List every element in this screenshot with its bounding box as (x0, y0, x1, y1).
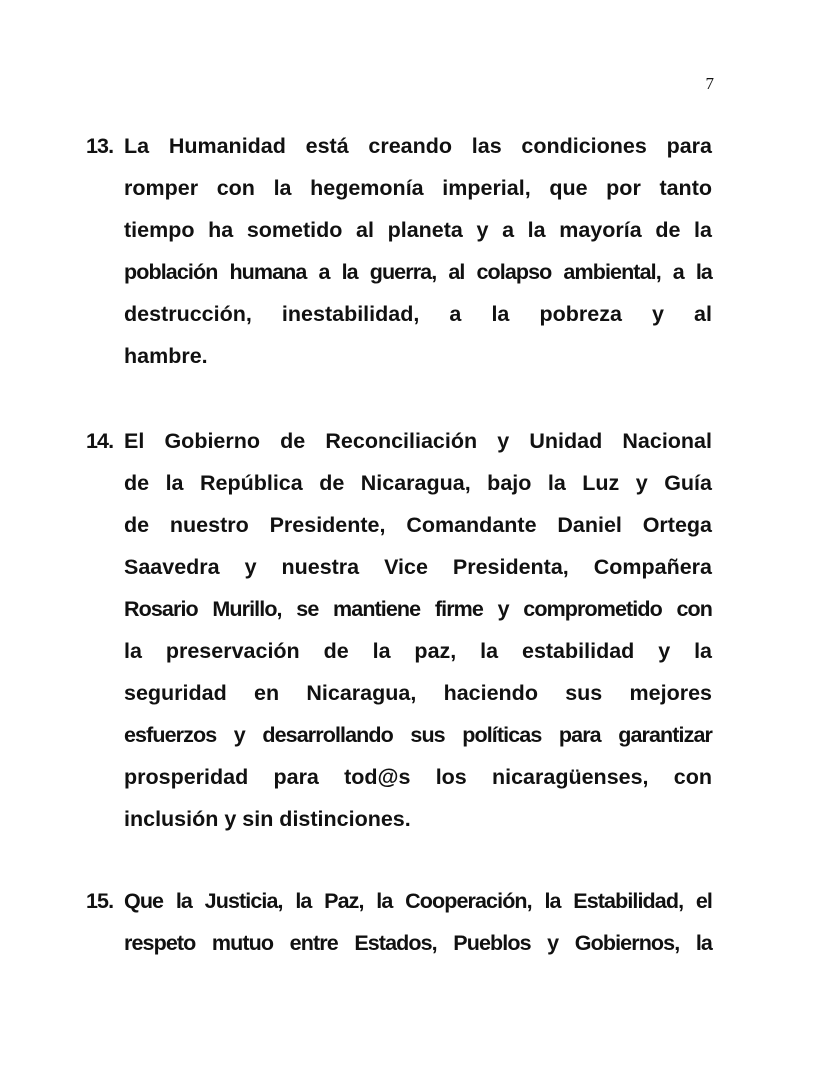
paragraph-line: prosperidad para tod@s los nicaragüenses, con (124, 765, 712, 789)
paragraph-line: Rosario Murillo, se mantiene firme y comprometido con (124, 597, 712, 621)
paragraph-line: El Gobierno de Reconciliación y Unidad Nacional (124, 429, 712, 453)
paragraph-line: de nuestro Presidente, Comandante Daniel Ortega (124, 513, 712, 537)
paragraph-line: esfuerzos y desarrollando sus políticas para garantizar (124, 723, 712, 747)
paragraph-line: Saavedra y nuestra Vice Presidenta, Compañera (124, 555, 712, 579)
paragraph-line: hambre. (124, 344, 208, 368)
paragraph-line: de la República de Nicaragua, bajo la Luz y Guía (124, 471, 712, 495)
paragraph-line: romper con la hegemonía imperial, que por tanto (124, 176, 712, 200)
paragraph-number: 15. (86, 889, 114, 913)
numbered-paragraph-15 (86, 880, 712, 964)
paragraph-line: Que la Justicia, la Paz, la Cooperación, la Estabilidad, el (124, 889, 712, 913)
paragraph-line: tiempo ha sometido al planeta y a la mayoría de la (124, 218, 712, 242)
paragraph-number: 14. (86, 429, 114, 453)
paragraph-line: destrucción, inestabilidad, a la pobreza y al (124, 302, 712, 326)
paragraph-line: respeto mutuo entre Estados, Pueblos y Gobiernos, la (124, 931, 712, 955)
page-number: 7 (705, 74, 714, 93)
paragraph-line: seguridad en Nicaragua, haciendo sus mejores (124, 681, 712, 705)
paragraph-line: La Humanidad está creando las condiciones para (124, 134, 712, 158)
numbered-paragraph-14 (86, 420, 712, 840)
numbered-paragraph-13 (86, 125, 712, 377)
paragraph-line: la preservación de la paz, la estabilidad y la (124, 639, 712, 663)
paragraph-line: población humana a la guerra, al colapso ambiental, a la (124, 260, 712, 284)
paragraph-line: inclusión y sin distinciones. (124, 807, 411, 831)
paragraph-number: 13. (86, 134, 114, 158)
